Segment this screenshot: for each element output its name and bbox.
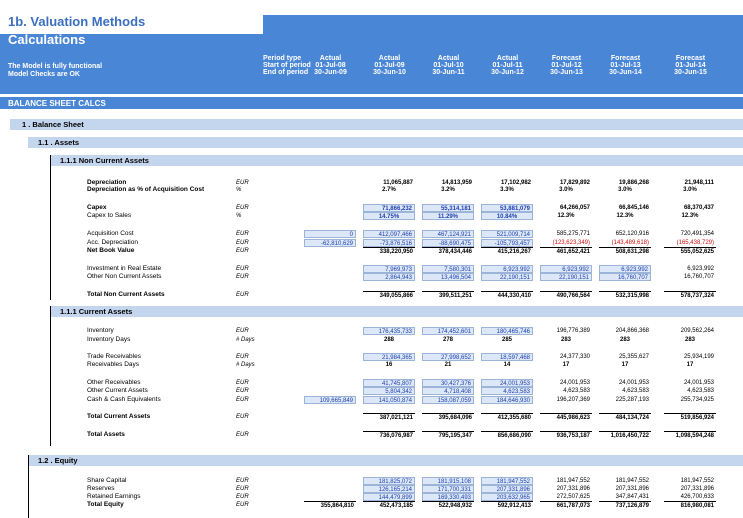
value-cell[interactable]: 169,330,493 (422, 493, 474, 501)
value-cell[interactable]: 30,427,376 (422, 379, 474, 387)
value-cell: 24,377,330 (559, 354, 590, 360)
value-cell[interactable]: 109,665,849 (304, 396, 356, 404)
row-label: Retained Earnings (87, 493, 141, 500)
period-start: 01-Jul-12 (551, 62, 582, 69)
value-cell: 14 (503, 362, 511, 368)
period-row-label: Period type (263, 55, 302, 62)
section-equity-title: 1.2 . Equity (38, 456, 78, 465)
value-cell: 4,623,583 (563, 388, 590, 394)
value-cell: 585,275,771 (556, 231, 590, 237)
status-line-1: The Model is fully functional (8, 63, 103, 70)
section-current-assets (50, 306, 743, 317)
value-cell[interactable]: 181,915,108 (422, 477, 474, 485)
value-cell[interactable]: 181,825,072 (363, 477, 415, 485)
value-cell: 64,266,057 (559, 205, 590, 211)
row-label: Depreciation as % of Acquisition Cost (87, 186, 205, 193)
value-cell: 444,330,410 (481, 291, 533, 299)
period-type: Forecast (551, 55, 582, 62)
period-end: 30-Jun-09 (314, 69, 347, 76)
section-non-current-assets (50, 155, 743, 166)
value-cell: 285 (501, 337, 512, 343)
row-unit: EUR (236, 180, 249, 186)
value-cell: 378,434,446 (422, 247, 474, 255)
value-cell[interactable]: 6,923,992 (481, 265, 533, 273)
value-cell: 25,355,627 (618, 354, 649, 360)
value-cell: 445,986,623 (540, 413, 592, 421)
period-end: 30-Jun-12 (491, 69, 524, 76)
row-unit: # Days (236, 337, 255, 343)
period-type: Actual (496, 55, 519, 62)
section-assets (28, 137, 743, 148)
row-unit: EUR (236, 478, 249, 484)
section-current-assets-title: 1.1.1 Current Assets (60, 307, 133, 316)
value-cell: 555,052,625 (664, 247, 716, 255)
value-cell[interactable]: 5,804,342 (363, 387, 415, 395)
section-assets-title: 1.1 . Assets (38, 138, 79, 147)
value-cell[interactable]: 18,597,468 (481, 353, 533, 361)
value-cell: 720,491,354 (680, 231, 714, 237)
value-cell: 12.3% (557, 213, 575, 219)
value-cell: 338,220,950 (363, 247, 415, 255)
value-cell: 283 (684, 337, 695, 343)
value-cell[interactable]: 171,700,331 (422, 485, 474, 493)
value-cell: 24,001,953 (683, 380, 714, 386)
row-label: Capex (87, 204, 107, 211)
row-unit: EUR (236, 414, 249, 420)
value-cell: 592,912,413 (481, 501, 533, 509)
period-start: 01-Jul-10 (433, 62, 464, 69)
row-unit: EUR (236, 274, 249, 280)
value-cell: 283 (560, 337, 571, 343)
row-unit: EUR (236, 502, 249, 508)
value-cell[interactable]: 4,718,408 (422, 387, 474, 395)
period-type: Forecast (610, 55, 641, 62)
status-line-2: Model Checks are OK (8, 71, 80, 78)
value-cell[interactable]: 4,623,583 (481, 387, 533, 395)
value-cell[interactable]: 467,124,921 (422, 230, 474, 238)
value-cell[interactable]: 7,969,973 (363, 265, 415, 273)
value-cell: 816,980,081 (664, 501, 716, 509)
period-row-label: End of period (263, 69, 309, 76)
value-cell: 461,652,421 (540, 247, 592, 255)
value-cell[interactable]: -73,876,516 (363, 239, 415, 247)
value-cell: 412,355,680 (481, 413, 533, 421)
value-cell[interactable]: 141,050,874 (363, 396, 415, 404)
value-cell[interactable]: 14.75% (363, 212, 415, 220)
value-cell[interactable]: 27,998,652 (422, 353, 474, 361)
value-cell: 181,947,552 (680, 478, 714, 484)
value-cell: 6,923,992 (687, 266, 714, 272)
row-unit: EUR (236, 205, 249, 211)
period-end: 30-Jun-13 (550, 69, 583, 76)
value-cell: 11,065,887 (383, 180, 413, 186)
value-cell: 68,370,437 (683, 205, 714, 211)
period-end: 30-Jun-15 (674, 69, 707, 76)
value-cell: 795,195,347 (422, 431, 474, 439)
value-cell[interactable]: 412,097,466 (363, 230, 415, 238)
row-label: Inventory Days (87, 336, 131, 343)
value-cell: 3.2% (441, 187, 455, 193)
value-cell: 196,776,389 (556, 328, 590, 334)
value-cell: 490,766,564 (540, 291, 592, 299)
row-label: Trade Receivables (87, 353, 141, 360)
value-cell: 288 (383, 337, 394, 343)
balance-sheet-calcs-bar (0, 97, 743, 109)
row-unit: EUR (236, 486, 249, 492)
value-cell[interactable]: 55,314,181 (422, 204, 474, 212)
value-cell: 856,686,090 (481, 431, 533, 439)
value-cell: (165,438,729) (676, 240, 714, 246)
period-row-label: Start of period (263, 62, 311, 69)
value-cell[interactable]: -88,690,475 (422, 239, 474, 247)
period-start: 01-Jul-11 (492, 62, 523, 69)
row-label: Receivables Days (87, 361, 140, 368)
value-cell: 415,216,267 (481, 247, 533, 255)
value-cell: 181,947,552 (615, 478, 649, 484)
value-cell: 426,700,633 (680, 494, 714, 500)
value-cell: 181,947,552 (556, 478, 590, 484)
row-label: Total Non Current Assets (87, 291, 165, 298)
period-start: 01-Jul-13 (610, 62, 641, 69)
value-cell: 21,948,111 (684, 180, 714, 186)
period-start: 01-Jul-08 (315, 62, 346, 69)
value-cell: 347,847,431 (615, 494, 649, 500)
row-unit: EUR (236, 292, 249, 298)
value-cell: 484,134,724 (599, 413, 651, 421)
row-label: Net Book Value (87, 247, 135, 254)
row-unit: EUR (236, 248, 249, 254)
header-band-top (263, 15, 743, 34)
value-cell: 21 (444, 362, 452, 368)
row-unit: # Days (236, 362, 255, 368)
value-cell[interactable]: 13,496,504 (422, 273, 474, 281)
value-cell[interactable]: 181,947,552 (481, 477, 533, 485)
value-cell: 196,207,369 (556, 397, 590, 403)
indent-line (28, 455, 29, 518)
row-unit: EUR (236, 266, 249, 272)
value-cell: 395,684,096 (422, 413, 474, 421)
row-label: Total Assets (87, 431, 125, 438)
indent-line (50, 155, 51, 300)
value-cell: 4,623,583 (622, 388, 649, 394)
value-cell: 3.0% (618, 187, 632, 193)
row-unit: EUR (236, 397, 249, 403)
row-label: Investment in Real Estate (87, 265, 162, 272)
row-label: Total Current Assets (87, 413, 151, 420)
row-label: Other Receivables (87, 379, 141, 386)
value-cell: 3.0% (683, 187, 697, 193)
row-label: Other Current Assets (87, 387, 148, 394)
period-type: Actual (437, 55, 460, 62)
value-cell: 508,631,298 (599, 247, 651, 255)
section-non-current-assets-title: 1.1.1 Non Current Assets (60, 156, 149, 165)
row-unit: EUR (236, 354, 249, 360)
row-label: Total Equity (87, 501, 124, 508)
value-cell[interactable]: 144,479,899 (363, 493, 415, 501)
row-label: Cash & Cash Equivalents (87, 396, 161, 403)
page-subtitle: Calculations (8, 32, 86, 47)
row-label: Acc. Depreciation (87, 239, 138, 246)
value-cell: 532,315,998 (599, 291, 651, 299)
value-cell: 209,562,264 (680, 328, 714, 334)
value-cell[interactable]: 22,190,151 (540, 273, 592, 281)
indent-line (50, 306, 51, 446)
value-cell: 12.3% (616, 213, 634, 219)
section-balance-sheet-title: 1 . Balance Sheet (22, 120, 84, 129)
value-cell: 399,511,251 (422, 291, 474, 299)
value-cell: 737,126,879 (599, 501, 651, 509)
value-cell: 17,102,982 (500, 180, 531, 186)
value-cell[interactable]: 6,923,992 (540, 265, 592, 273)
value-cell: 17 (621, 362, 629, 368)
value-cell: 25,934,199 (683, 354, 714, 360)
row-unit: EUR (236, 240, 249, 246)
row-unit: EUR (236, 494, 249, 500)
row-unit: EUR (236, 380, 249, 386)
value-cell: 16,760,707 (683, 274, 714, 280)
value-cell: 578,737,324 (664, 291, 716, 299)
value-cell: 2.7% (382, 187, 396, 193)
value-cell[interactable]: 6,923,992 (599, 265, 651, 273)
value-cell: 3.0% (559, 187, 573, 193)
period-end: 30-Jun-11 (432, 69, 465, 76)
section-balance-sheet (10, 119, 743, 130)
value-cell[interactable]: 180,465,746 (481, 327, 533, 335)
value-cell[interactable]: 176,435,733 (363, 327, 415, 335)
value-cell[interactable]: 22,190,151 (481, 273, 533, 281)
value-cell: 936,753,187 (540, 431, 592, 439)
value-cell: 522,948,932 (422, 501, 474, 509)
row-label: Inventory (87, 327, 114, 334)
value-cell[interactable]: 10.84% (481, 212, 533, 220)
value-cell[interactable]: 53,881,079 (481, 204, 533, 212)
row-label: Capex to Sales (87, 212, 132, 219)
value-cell[interactable]: -62,810,629 (304, 239, 356, 247)
value-cell[interactable]: 24,001,953 (481, 379, 533, 387)
period-start: 01-Jul-14 (675, 62, 706, 69)
value-cell: 207,331,896 (615, 486, 649, 492)
value-cell[interactable]: 207,331,896 (481, 485, 533, 493)
value-cell[interactable]: 126,165,214 (363, 485, 415, 493)
row-label: Share Capital (87, 477, 127, 484)
value-cell[interactable]: -105,793,457 (481, 239, 533, 247)
section-equity (28, 455, 743, 466)
value-cell[interactable]: 174,452,601 (422, 327, 474, 335)
value-cell: 278 (442, 337, 453, 343)
period-type: Forecast (675, 55, 706, 62)
value-cell: 66,845,146 (618, 205, 649, 211)
value-cell[interactable]: 2,864,943 (363, 273, 415, 281)
value-cell: 225,287,193 (615, 397, 649, 403)
period-type: Actual (319, 55, 342, 62)
value-cell: 1,016,450,722 (599, 431, 651, 439)
value-cell[interactable]: 7,580,301 (422, 265, 474, 273)
value-cell: 24,001,953 (559, 380, 590, 386)
row-unit: EUR (236, 388, 249, 394)
value-cell[interactable]: 0 (304, 230, 356, 238)
value-cell: 355,864,810 (304, 501, 356, 509)
value-cell: 24,001,953 (618, 380, 649, 386)
row-label: Acquisition Cost (87, 230, 134, 237)
value-cell: 17 (686, 362, 694, 368)
row-label: Other Non Current Assets (87, 273, 162, 280)
page-title: 1b. Valuation Methods (8, 14, 146, 29)
value-cell: 3.3% (500, 187, 514, 193)
period-type: Actual (378, 55, 401, 62)
period-end: 30-Jun-10 (373, 69, 406, 76)
value-cell: 16 (385, 362, 393, 368)
row-unit: % (236, 213, 242, 219)
value-cell: (143,489,618) (611, 240, 649, 246)
value-cell: 12.3% (681, 213, 699, 219)
value-cell: 207,331,896 (680, 486, 714, 492)
period-end: 30-Jun-14 (609, 69, 642, 76)
value-cell: 17,829,892 (559, 180, 590, 186)
value-cell: 19,886,268 (618, 180, 649, 186)
period-start: 01-Jul-09 (374, 62, 405, 69)
row-label: Reserves (87, 485, 115, 492)
row-unit: % (236, 187, 242, 193)
value-cell: 1,098,594,248 (664, 431, 716, 439)
row-label: Depreciation (87, 179, 127, 186)
value-cell[interactable]: 21,984,365 (363, 353, 415, 361)
value-cell: 387,021,121 (363, 413, 415, 421)
value-cell: 17 (562, 362, 570, 368)
row-unit: EUR (236, 432, 249, 438)
value-cell: 652,120,916 (615, 231, 649, 237)
value-cell: 736,076,987 (363, 431, 415, 439)
value-cell: 207,331,896 (556, 486, 590, 492)
value-cell: 272,507,625 (556, 494, 590, 500)
value-cell[interactable]: 521,009,714 (481, 230, 533, 238)
value-cell: 283 (619, 337, 630, 343)
value-cell[interactable]: 41,745,807 (363, 379, 415, 387)
value-cell: 14,813,959 (441, 180, 472, 186)
value-cell[interactable]: 203,632,965 (481, 493, 533, 501)
row-unit: EUR (236, 231, 249, 237)
value-cell[interactable]: 71,866,232 (363, 204, 415, 212)
value-cell: 661,787,073 (540, 501, 592, 509)
value-cell: 349,055,866 (363, 291, 415, 299)
value-cell: (123,623,349) (552, 240, 590, 246)
value-cell[interactable]: 16,760,707 (599, 273, 651, 281)
value-cell[interactable]: 11.29% (422, 212, 474, 220)
balance-sheet-calcs-title: BALANCE SHEET CALCS (8, 99, 106, 108)
value-cell: 452,473,185 (363, 501, 415, 509)
value-cell: 519,856,924 (664, 413, 716, 421)
row-unit: EUR (236, 328, 249, 334)
value-cell[interactable]: 158,087,059 (422, 396, 474, 404)
value-cell: 204,866,368 (615, 328, 649, 334)
value-cell: 4,623,583 (687, 388, 714, 394)
value-cell: 255,734,925 (680, 397, 714, 403)
value-cell[interactable]: 184,646,930 (481, 396, 533, 404)
